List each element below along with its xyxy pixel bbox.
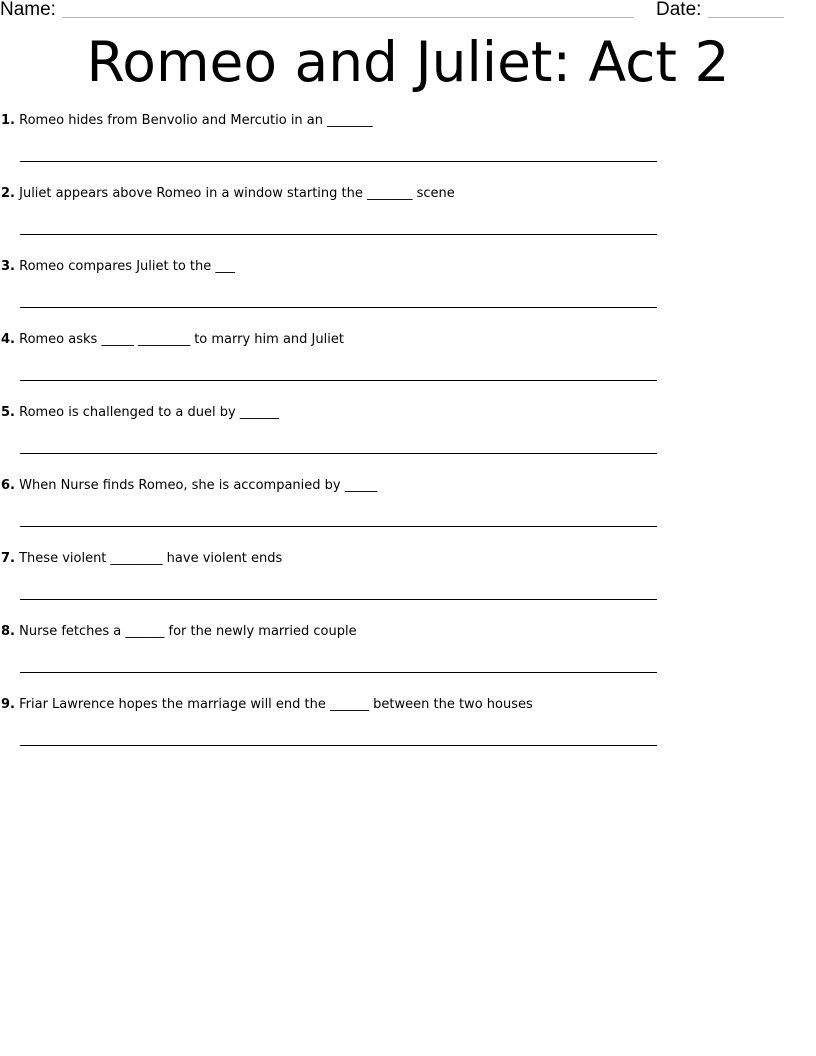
question-number: 2. [1, 186, 15, 201]
question-item [0, 404, 816, 477]
answer-line [20, 599, 657, 600]
question-text [1, 404, 279, 422]
question-number: 7. [1, 551, 15, 566]
question-prompt: Romeo compares Juliet to the ___ [14, 259, 235, 274]
worksheet-title: Romeo and Juliet: Act 2 [86, 30, 730, 94]
question-text [1, 258, 235, 276]
answer-line [20, 526, 657, 527]
question-prompt: Romeo asks _____ ________ to marry him and Juliet [14, 332, 344, 347]
question-prompt: When Nurse finds Romeo, she is accompanied by _____ [14, 478, 378, 493]
question-number: 6. [1, 478, 15, 493]
question-prompt: Romeo is challenged to a duel by ______ [14, 405, 279, 420]
question-item [0, 696, 816, 769]
question-number: 1. [1, 113, 15, 128]
question-text [1, 623, 357, 641]
question-number: 8. [1, 624, 15, 639]
question-number: 9. [1, 697, 15, 712]
date-field-line [708, 17, 784, 18]
question-list [0, 112, 816, 769]
name-field-line [62, 17, 634, 18]
question-item [0, 258, 816, 331]
question-item [0, 477, 816, 550]
question-item [0, 185, 816, 258]
question-number: 4. [1, 332, 15, 347]
question-text [1, 696, 533, 714]
question-text [1, 112, 373, 130]
worksheet-header [0, 0, 816, 24]
answer-line [20, 307, 657, 308]
question-number: 3. [1, 259, 15, 274]
question-text [1, 550, 282, 568]
date-label: Date: [656, 0, 702, 20]
question-item [0, 112, 816, 185]
question-text [1, 477, 377, 495]
question-prompt: Nurse fetches a ______ for the newly married couple [14, 624, 357, 639]
answer-line [20, 745, 657, 746]
question-text [1, 185, 455, 203]
answer-line [20, 161, 657, 162]
answer-line [20, 672, 657, 673]
question-item [0, 331, 816, 404]
name-label: Name: [0, 0, 56, 20]
question-item [0, 623, 816, 696]
question-text [1, 331, 344, 349]
question-prompt: These violent ________ have violent ends [14, 551, 283, 566]
answer-line [20, 380, 657, 381]
question-prompt: Juliet appears above Romeo in a window starting the _______ scene [14, 186, 455, 201]
answer-line [20, 453, 657, 454]
question-prompt: Friar Lawrence hopes the marriage will end the ______ between the two houses [14, 697, 533, 712]
question-number: 5. [1, 405, 15, 420]
question-prompt: Romeo hides from Benvolio and Mercutio in an _______ [14, 113, 373, 128]
answer-line [20, 234, 657, 235]
question-item [0, 550, 816, 623]
